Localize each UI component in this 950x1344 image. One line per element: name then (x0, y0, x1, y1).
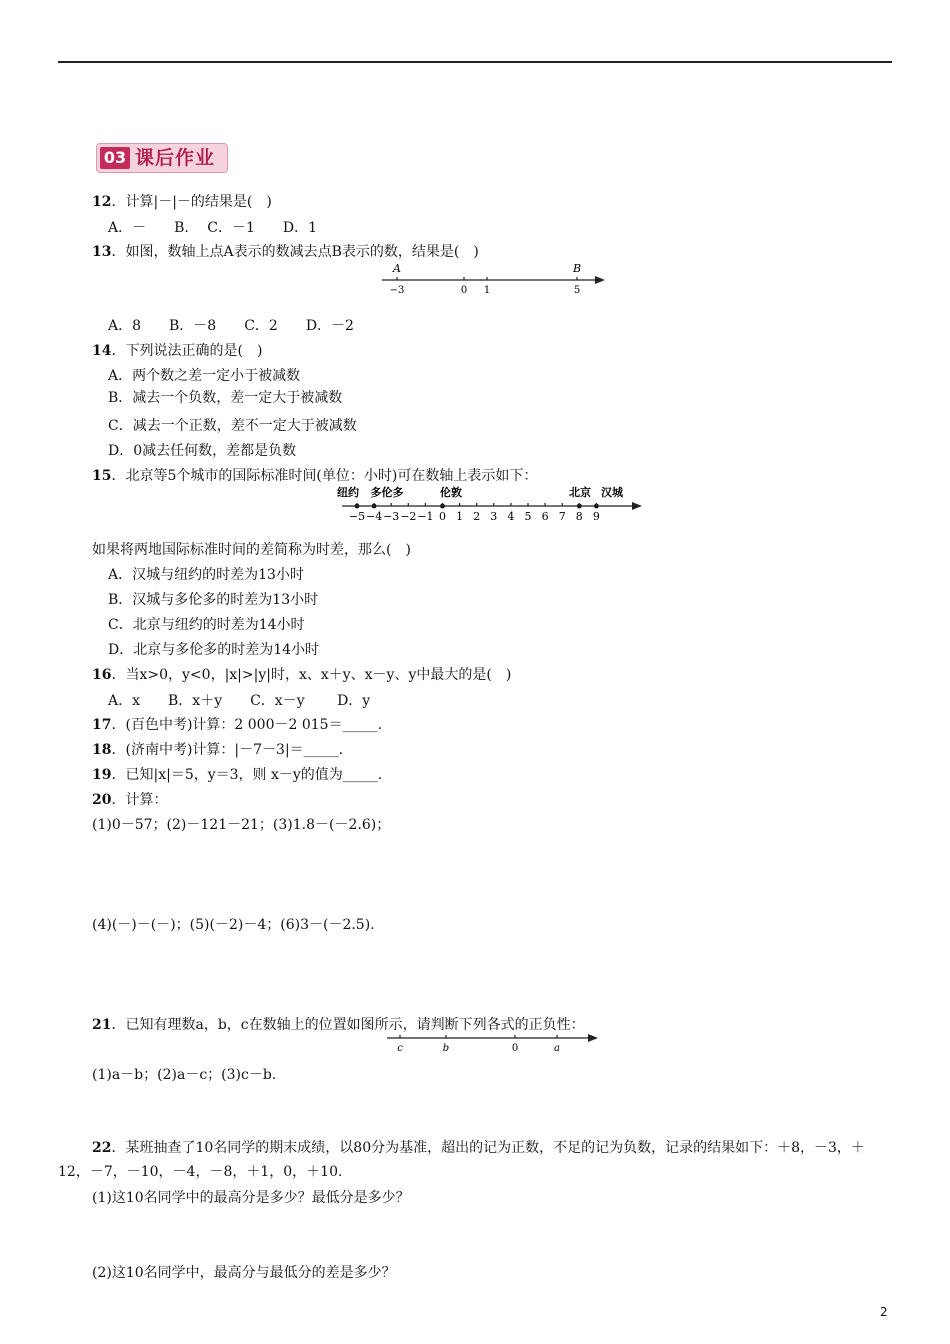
q21-items: (1)a－b；(2)a－c；(3)c－b. (92, 1067, 277, 1083)
city-label: 伦敦 (440, 486, 462, 499)
q19-number: 19 (92, 767, 112, 783)
q12-stem (92, 193, 272, 211)
q15-option-b: B．汉城与多伦多的时差为13小时 (108, 592, 319, 608)
q12-text: ．计算|－|－的结果是( ) (111, 194, 272, 210)
q21-text: ．已知有理数a，b，c在数轴上的位置如图所示，请判断下列各式的正负性： (111, 1017, 585, 1033)
tick-label: −4 (365, 510, 383, 523)
q14-stem (92, 342, 262, 360)
q13-number: 13 (92, 244, 112, 260)
tick-label: 4 (507, 510, 515, 523)
tick-label: 7 (558, 510, 566, 523)
q17-stem (92, 716, 382, 734)
q14-text: ．下列说法正确的是( ) (111, 343, 263, 359)
q21-number: 21 (92, 1017, 112, 1033)
q14-option-c: C．减去一个正数，差不一定大于被减数 (108, 418, 357, 434)
tick-label: 0 (460, 285, 468, 296)
q14-option-d: D．0减去任何数，差都是负数 (108, 443, 297, 459)
q16-number: 16 (92, 667, 112, 683)
tick-label: 9 (592, 510, 600, 523)
q13-stem (92, 243, 479, 261)
tick-label: 5 (524, 510, 532, 523)
q22-sub1: (1)这10名同学中的最高分是多少？最低分是多少？ (92, 1190, 410, 1206)
tick-label: 1 (456, 510, 464, 523)
page-number: 2 (880, 1305, 888, 1319)
tick-label: −5 (348, 510, 366, 523)
top-rule (58, 61, 892, 63)
q20-text: ．计算： (111, 792, 168, 808)
q14-option-b: B．减去一个负数，差一定大于被减数 (108, 390, 343, 406)
tick-label: 5 (573, 285, 581, 296)
q18-stem (92, 741, 343, 759)
q22-sub2: (2)这10名同学中，最高分与最低分的差是多少？ (92, 1265, 396, 1281)
q13-text: ．如图，数轴上点A表示的数减去点B表示的数，结果是( ) (111, 244, 479, 260)
q16-options: A．x B．x＋y C．x－y D．y (108, 693, 371, 709)
city-label: 汉城 (601, 486, 623, 499)
q15-follow: 如果将两地国际标准时间的差简称为时差，那么( ) (92, 542, 411, 558)
q14-option-a: A．两个数之差一定小于被减数 (108, 368, 301, 384)
q17-text: ．(百色中考)计算：2 000－2 015＝_____. (111, 717, 383, 733)
point-b-label: B (572, 262, 582, 275)
tick-label: 2 (473, 510, 481, 523)
q16-text: ．当x>0，y<0，|x|>|y|时，x、x＋y、x－y、y中最大的是( ) (111, 667, 512, 683)
section-number: 03 (100, 147, 130, 169)
city-label: 北京 (569, 486, 591, 499)
q20-row1: (1)0－57；(2)－121－21；(3)1.8－(－2.6)； (92, 817, 391, 833)
q18-number: 18 (92, 742, 112, 758)
tick-label: −3 (383, 510, 400, 523)
q15-option-d: D．北京与多伦多的时差为14小时 (108, 642, 320, 658)
city-label: 多伦多 (370, 486, 404, 499)
tick-label: 0 (439, 510, 446, 523)
point-b-label: b (442, 1043, 450, 1054)
q13-number-line (380, 262, 610, 298)
q20-row2: (4)(－)－(－)；(5)(－2)－4；(6)3－(－2.5). (92, 917, 375, 933)
q14-number: 14 (92, 343, 112, 359)
q19-text: ．已知|x|＝5，y＝3，则 x－y的值为_____. (111, 767, 383, 783)
q20-stem (92, 791, 167, 809)
q12-options: A．－ B. C．－1 D．1 (108, 220, 318, 236)
q15-text: ．北京等5个城市的国际标准时间(单位：小时)可在数轴上表示如下： (111, 468, 538, 484)
q21-number-line (385, 1030, 605, 1056)
q15-option-a: A．汉城与纽约的时差为13小时 (108, 567, 304, 583)
point-c-label: c (397, 1043, 403, 1054)
q20-number: 20 (92, 792, 112, 808)
tick-label: −2 (400, 510, 417, 523)
q15-number: 15 (92, 468, 112, 484)
tick-label: 8 (575, 510, 583, 523)
tick-label: 1 (483, 285, 491, 296)
q19-stem (92, 766, 382, 784)
q15-stem (92, 467, 537, 485)
tick-label: −3 (389, 285, 405, 296)
q22-stem (58, 1136, 894, 1184)
tick-label: 3 (490, 510, 498, 523)
q15-number-line (337, 484, 640, 526)
tick-label: 6 (541, 510, 549, 523)
section-badge (96, 143, 228, 173)
tick-label: −1 (417, 510, 434, 523)
q15-option-c: C．北京与纽约的时差为14小时 (108, 617, 305, 633)
q13-options: A．8 B．－8 C．2 D．－2 (108, 318, 354, 334)
point-a-label: a (554, 1043, 560, 1054)
q18-text: ．(济南中考)计算：|－7－3|＝_____. (111, 742, 344, 758)
q12-number: 12 (92, 194, 112, 210)
q22-text: ．某班抽查了10名同学的期末成绩，以80分为基准，超出的记为正数，不足的记为负数，记录的结果如下：＋8，－3，＋12，－7，－10，－4，－8，＋1，0，＋10. (58, 1140, 865, 1180)
section-title: 课后作业 (135, 147, 216, 169)
point-a-label: A (393, 262, 401, 275)
q16-stem (92, 666, 511, 684)
city-label: 纽约 (337, 486, 359, 499)
q17-number: 17 (92, 717, 112, 733)
origin-label: 0 (511, 1043, 519, 1054)
q22-number: 22 (92, 1140, 112, 1156)
